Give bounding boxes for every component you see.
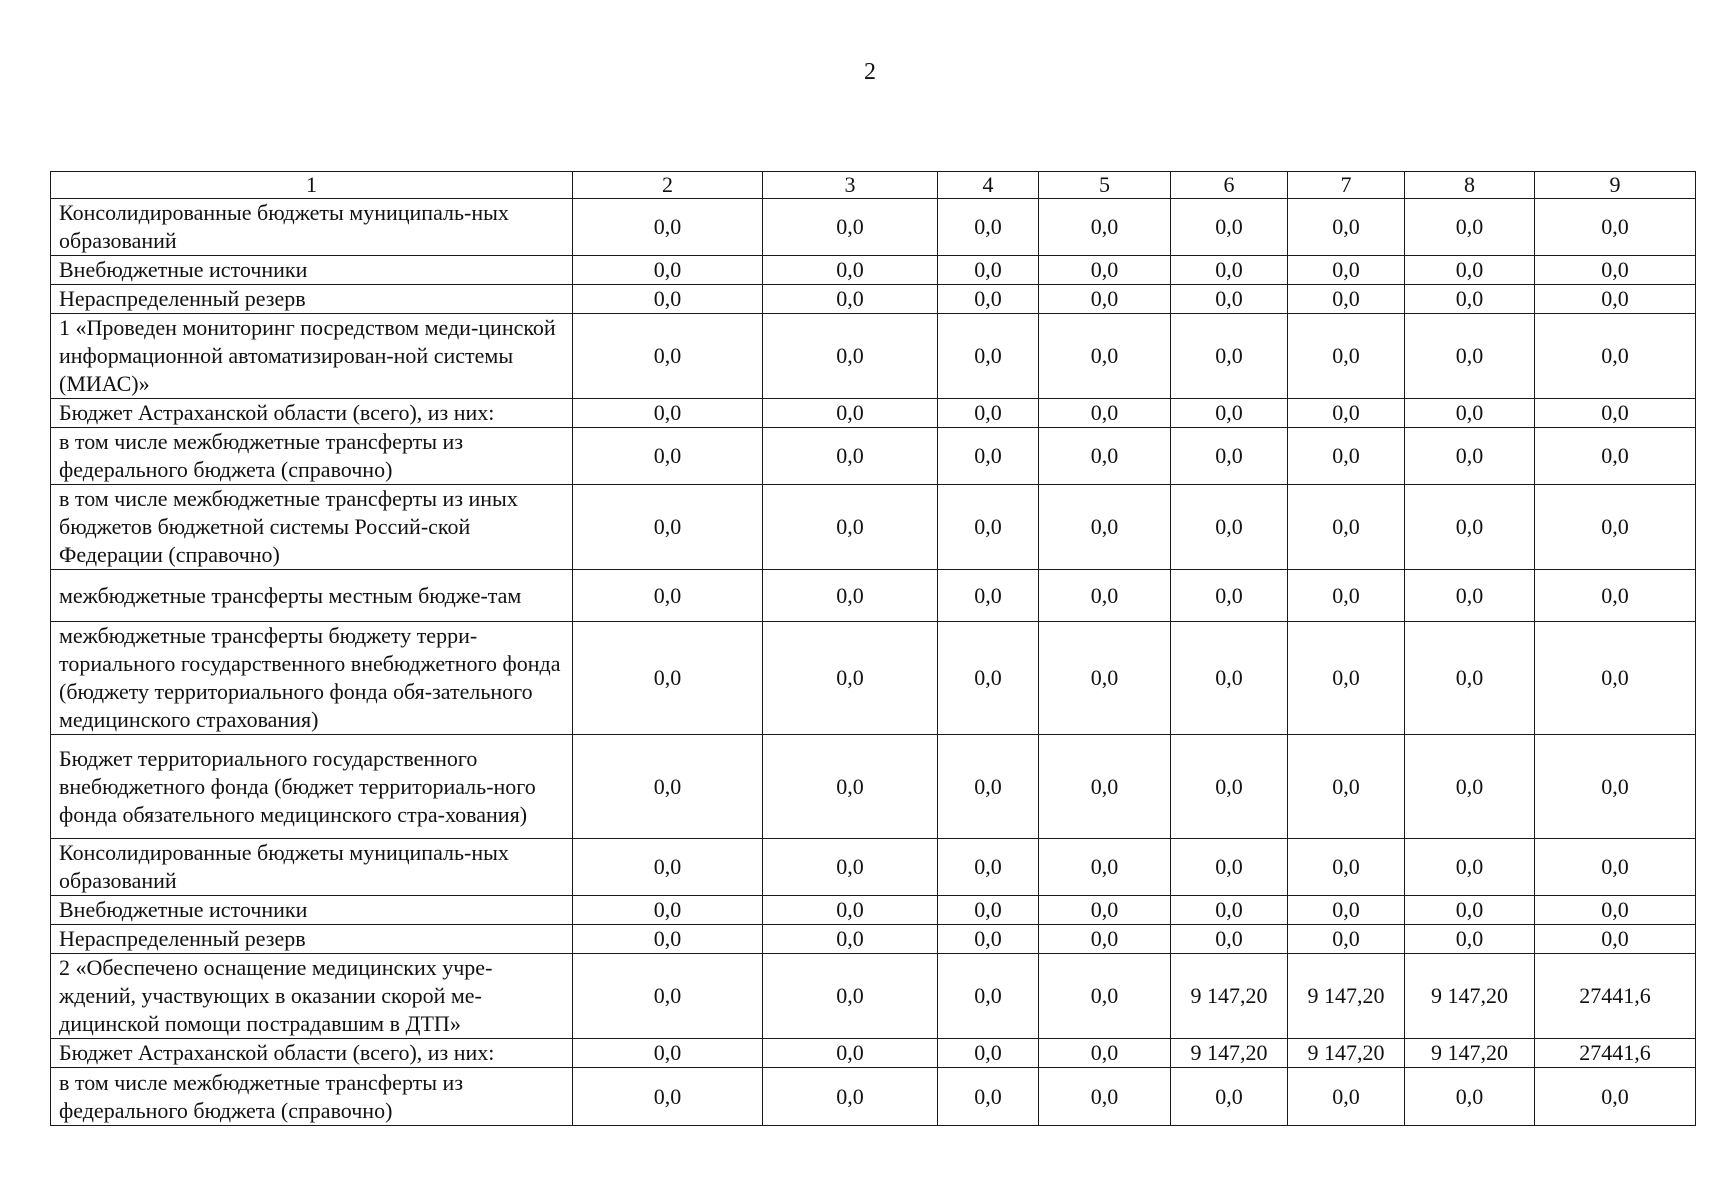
table-cell-col-2: 0,0	[573, 925, 763, 954]
table-cell-col-2: 0,0	[573, 839, 763, 896]
table-cell-col-4: 0,0	[938, 428, 1039, 485]
table-cell-col-2: 0,0	[573, 1039, 763, 1068]
table-cell-col-5: 0,0	[1039, 839, 1171, 896]
table-cell-col-5: 0,0	[1039, 954, 1171, 1039]
table-row	[51, 485, 1696, 570]
table-cell-col-2: 0,0	[573, 896, 763, 925]
table-row	[51, 925, 1696, 954]
column-header: 2	[573, 172, 763, 199]
table-cell-col-8: 0,0	[1405, 199, 1535, 256]
table-cell-col-9: 0,0	[1535, 570, 1696, 622]
table-cell-col-3: 0,0	[763, 199, 938, 256]
table-cell-col-2: 0,0	[573, 399, 763, 428]
table-cell-col-9: 27441,6	[1535, 954, 1696, 1039]
table-cell-col-4: 0,0	[938, 925, 1039, 954]
table-cell-col-6: 9 147,20	[1171, 1039, 1288, 1068]
column-header: 5	[1039, 172, 1171, 199]
table-cell-col-4: 0,0	[938, 199, 1039, 256]
table-cell-col-2: 0,0	[573, 199, 763, 256]
row-label: в том числе межбюджетные трансферты из федерального бюджета (справочно)	[51, 428, 573, 485]
table-cell-col-2: 0,0	[573, 622, 763, 735]
table-cell-col-5: 0,0	[1039, 925, 1171, 954]
table-header	[51, 172, 1696, 199]
table-cell-col-8: 0,0	[1405, 1068, 1535, 1126]
table-cell-col-8: 0,0	[1405, 925, 1535, 954]
table-cell-col-5: 0,0	[1039, 285, 1171, 314]
table-row	[51, 896, 1696, 925]
column-header: 6	[1171, 172, 1288, 199]
table-cell-col-3: 0,0	[763, 954, 938, 1039]
row-label: 2 «Обеспечено оснащение медицинских учре-ждений, участвующих в оказании скорой ме-дицинской помощи пострадавшим в ДТП»	[51, 954, 573, 1039]
table-cell-col-3: 0,0	[763, 256, 938, 285]
table-cell-col-9: 0,0	[1535, 896, 1696, 925]
table-cell-col-6: 0,0	[1171, 399, 1288, 428]
table-cell-col-4: 0,0	[938, 896, 1039, 925]
table-cell-col-7: 0,0	[1288, 199, 1405, 256]
table-cell-col-9: 0,0	[1535, 428, 1696, 485]
table-cell-col-7: 0,0	[1288, 735, 1405, 839]
row-label: 1 «Проведен мониторинг посредством меди-цинской информационной автоматизирован-ной системы (МИАС)»	[51, 314, 573, 399]
table-cell-col-4: 0,0	[938, 839, 1039, 896]
table-cell-col-3: 0,0	[763, 485, 938, 570]
table-cell-col-8: 0,0	[1405, 622, 1535, 735]
column-header: 1	[51, 172, 573, 199]
column-header: 8	[1405, 172, 1535, 199]
table-cell-col-8: 0,0	[1405, 896, 1535, 925]
table-cell-col-2: 0,0	[573, 485, 763, 570]
table-cell-col-6: 0,0	[1171, 285, 1288, 314]
table-cell-col-3: 0,0	[763, 285, 938, 314]
table-cell-col-3: 0,0	[763, 1068, 938, 1126]
table-cell-col-8: 9 147,20	[1405, 1039, 1535, 1068]
table-cell-col-2: 0,0	[573, 1068, 763, 1126]
table-cell-col-9: 0,0	[1535, 1068, 1696, 1126]
table-row	[51, 399, 1696, 428]
page-number: 2	[864, 59, 876, 85]
table-cell-col-4: 0,0	[938, 485, 1039, 570]
row-label: в том числе межбюджетные трансферты из иных бюджетов бюджетной системы Россий-ской Федерации (справочно)	[51, 485, 573, 570]
table-cell-col-8: 0,0	[1405, 314, 1535, 399]
table-row	[51, 839, 1696, 896]
table-cell-col-5: 0,0	[1039, 1039, 1171, 1068]
table-row	[51, 314, 1696, 399]
table-body	[51, 199, 1696, 1126]
table-cell-col-4: 0,0	[938, 954, 1039, 1039]
table-cell-col-6: 0,0	[1171, 735, 1288, 839]
table-cell-col-7: 0,0	[1288, 285, 1405, 314]
table-header-row	[51, 172, 1696, 199]
table-cell-col-2: 0,0	[573, 954, 763, 1039]
row-label: Внебюджетные источники	[51, 256, 573, 285]
table-cell-col-6: 0,0	[1171, 896, 1288, 925]
table-cell-col-6: 0,0	[1171, 428, 1288, 485]
table-cell-col-4: 0,0	[938, 1068, 1039, 1126]
table-row	[51, 622, 1696, 735]
table-cell-col-4: 0,0	[938, 314, 1039, 399]
table-cell-col-9: 0,0	[1535, 199, 1696, 256]
table-cell-col-9: 0,0	[1535, 314, 1696, 399]
table-cell-col-6: 0,0	[1171, 925, 1288, 954]
table-cell-col-6: 0,0	[1171, 839, 1288, 896]
table-cell-col-6: 0,0	[1171, 256, 1288, 285]
table-cell-col-7: 0,0	[1288, 399, 1405, 428]
table-cell-col-3: 0,0	[763, 1039, 938, 1068]
table-cell-col-3: 0,0	[763, 428, 938, 485]
table-cell-col-2: 0,0	[573, 570, 763, 622]
column-header: 3	[763, 172, 938, 199]
table-cell-col-6: 0,0	[1171, 1068, 1288, 1126]
table-row	[51, 199, 1696, 256]
table-row	[51, 954, 1696, 1039]
table-cell-col-3: 0,0	[763, 314, 938, 399]
row-label: межбюджетные трансферты бюджету терри-ториального государственного внебюджетного фонда (бюджету территориального фонда обя-зательного медицинского страхования)	[51, 622, 573, 735]
table-cell-col-5: 0,0	[1039, 896, 1171, 925]
table-row	[51, 428, 1696, 485]
table-cell-col-5: 0,0	[1039, 1068, 1171, 1126]
table-row	[51, 735, 1696, 839]
row-label: Внебюджетные источники	[51, 896, 573, 925]
table-cell-col-6: 0,0	[1171, 314, 1288, 399]
table-cell-col-4: 0,0	[938, 256, 1039, 285]
table-cell-col-5: 0,0	[1039, 622, 1171, 735]
row-label: Бюджет территориального государственного внебюджетного фонда (бюджет территориаль-ного фонда обязательного медицинского стра-хования)	[51, 735, 573, 839]
table-cell-col-8: 0,0	[1405, 399, 1535, 428]
table-cell-col-5: 0,0	[1039, 399, 1171, 428]
row-label: Бюджет Астраханской области (всего), из них:	[51, 1039, 573, 1068]
table-cell-col-5: 0,0	[1039, 485, 1171, 570]
table-cell-col-5: 0,0	[1039, 570, 1171, 622]
table-cell-col-4: 0,0	[938, 570, 1039, 622]
table-cell-col-7: 0,0	[1288, 925, 1405, 954]
table-cell-col-9: 0,0	[1535, 839, 1696, 896]
table-cell-col-7: 0,0	[1288, 485, 1405, 570]
table-cell-col-5: 0,0	[1039, 428, 1171, 485]
table-cell-col-7: 0,0	[1288, 622, 1405, 735]
row-label: Консолидированные бюджеты муниципаль-ных образований	[51, 199, 573, 256]
table-cell-col-7: 0,0	[1288, 428, 1405, 485]
table-cell-col-6: 0,0	[1171, 570, 1288, 622]
table-cell-col-3: 0,0	[763, 735, 938, 839]
table-cell-col-7: 9 147,20	[1288, 954, 1405, 1039]
column-header: 4	[938, 172, 1039, 199]
table-cell-col-9: 0,0	[1535, 622, 1696, 735]
table-row	[51, 570, 1696, 622]
table-cell-col-4: 0,0	[938, 735, 1039, 839]
table-row	[51, 256, 1696, 285]
table-cell-col-7: 0,0	[1288, 839, 1405, 896]
table-cell-col-7: 0,0	[1288, 1068, 1405, 1126]
column-header: 9	[1535, 172, 1696, 199]
table-cell-col-9: 0,0	[1535, 925, 1696, 954]
table-row	[51, 285, 1696, 314]
table-row	[51, 1068, 1696, 1126]
table-cell-col-8: 0,0	[1405, 570, 1535, 622]
table-cell-col-5: 0,0	[1039, 199, 1171, 256]
table-cell-col-2: 0,0	[573, 735, 763, 839]
table-cell-col-6: 9 147,20	[1171, 954, 1288, 1039]
table-cell-col-9: 0,0	[1535, 285, 1696, 314]
table-cell-col-2: 0,0	[573, 285, 763, 314]
table-cell-col-2: 0,0	[573, 428, 763, 485]
table-cell-col-7: 0,0	[1288, 570, 1405, 622]
table-cell-col-8: 0,0	[1405, 839, 1535, 896]
table-cell-col-8: 0,0	[1405, 735, 1535, 839]
table-cell-col-4: 0,0	[938, 399, 1039, 428]
table-cell-col-9: 27441,6	[1535, 1039, 1696, 1068]
row-label: Нераспределенный резерв	[51, 925, 573, 954]
table-cell-col-3: 0,0	[763, 896, 938, 925]
table-cell-col-7: 0,0	[1288, 314, 1405, 399]
table-cell-col-3: 0,0	[763, 622, 938, 735]
row-label: межбюджетные трансферты местным бюдже-там	[51, 570, 573, 622]
table-cell-col-6: 0,0	[1171, 199, 1288, 256]
table-cell-col-4: 0,0	[938, 1039, 1039, 1068]
table-cell-col-8: 0,0	[1405, 485, 1535, 570]
table-cell-col-9: 0,0	[1535, 735, 1696, 839]
table-cell-col-3: 0,0	[763, 839, 938, 896]
row-label: Нераспределенный резерв	[51, 285, 573, 314]
table-cell-col-2: 0,0	[573, 256, 763, 285]
table-cell-col-4: 0,0	[938, 285, 1039, 314]
table-cell-col-2: 0,0	[573, 314, 763, 399]
table-cell-col-5: 0,0	[1039, 314, 1171, 399]
budget-table	[50, 171, 1696, 1126]
table-cell-col-5: 0,0	[1039, 735, 1171, 839]
row-label: Бюджет Астраханской области (всего), из них:	[51, 399, 573, 428]
table-cell-col-8: 0,0	[1405, 256, 1535, 285]
table-cell-col-8: 0,0	[1405, 285, 1535, 314]
table-cell-col-7: 0,0	[1288, 256, 1405, 285]
table-cell-col-3: 0,0	[763, 925, 938, 954]
table-cell-col-9: 0,0	[1535, 256, 1696, 285]
row-label: Консолидированные бюджеты муниципаль-ных образований	[51, 839, 573, 896]
table-cell-col-7: 0,0	[1288, 896, 1405, 925]
table-cell-col-3: 0,0	[763, 570, 938, 622]
table-cell-col-7: 9 147,20	[1288, 1039, 1405, 1068]
table-cell-col-8: 0,0	[1405, 428, 1535, 485]
table-cell-col-5: 0,0	[1039, 256, 1171, 285]
column-header: 7	[1288, 172, 1405, 199]
table-cell-col-4: 0,0	[938, 622, 1039, 735]
table-cell-col-6: 0,0	[1171, 622, 1288, 735]
table-cell-col-6: 0,0	[1171, 485, 1288, 570]
table-cell-col-9: 0,0	[1535, 399, 1696, 428]
table-row	[51, 1039, 1696, 1068]
table-cell-col-3: 0,0	[763, 399, 938, 428]
table-cell-col-9: 0,0	[1535, 485, 1696, 570]
row-label: в том числе межбюджетные трансферты из федерального бюджета (справочно)	[51, 1068, 573, 1126]
table-cell-col-8: 9 147,20	[1405, 954, 1535, 1039]
